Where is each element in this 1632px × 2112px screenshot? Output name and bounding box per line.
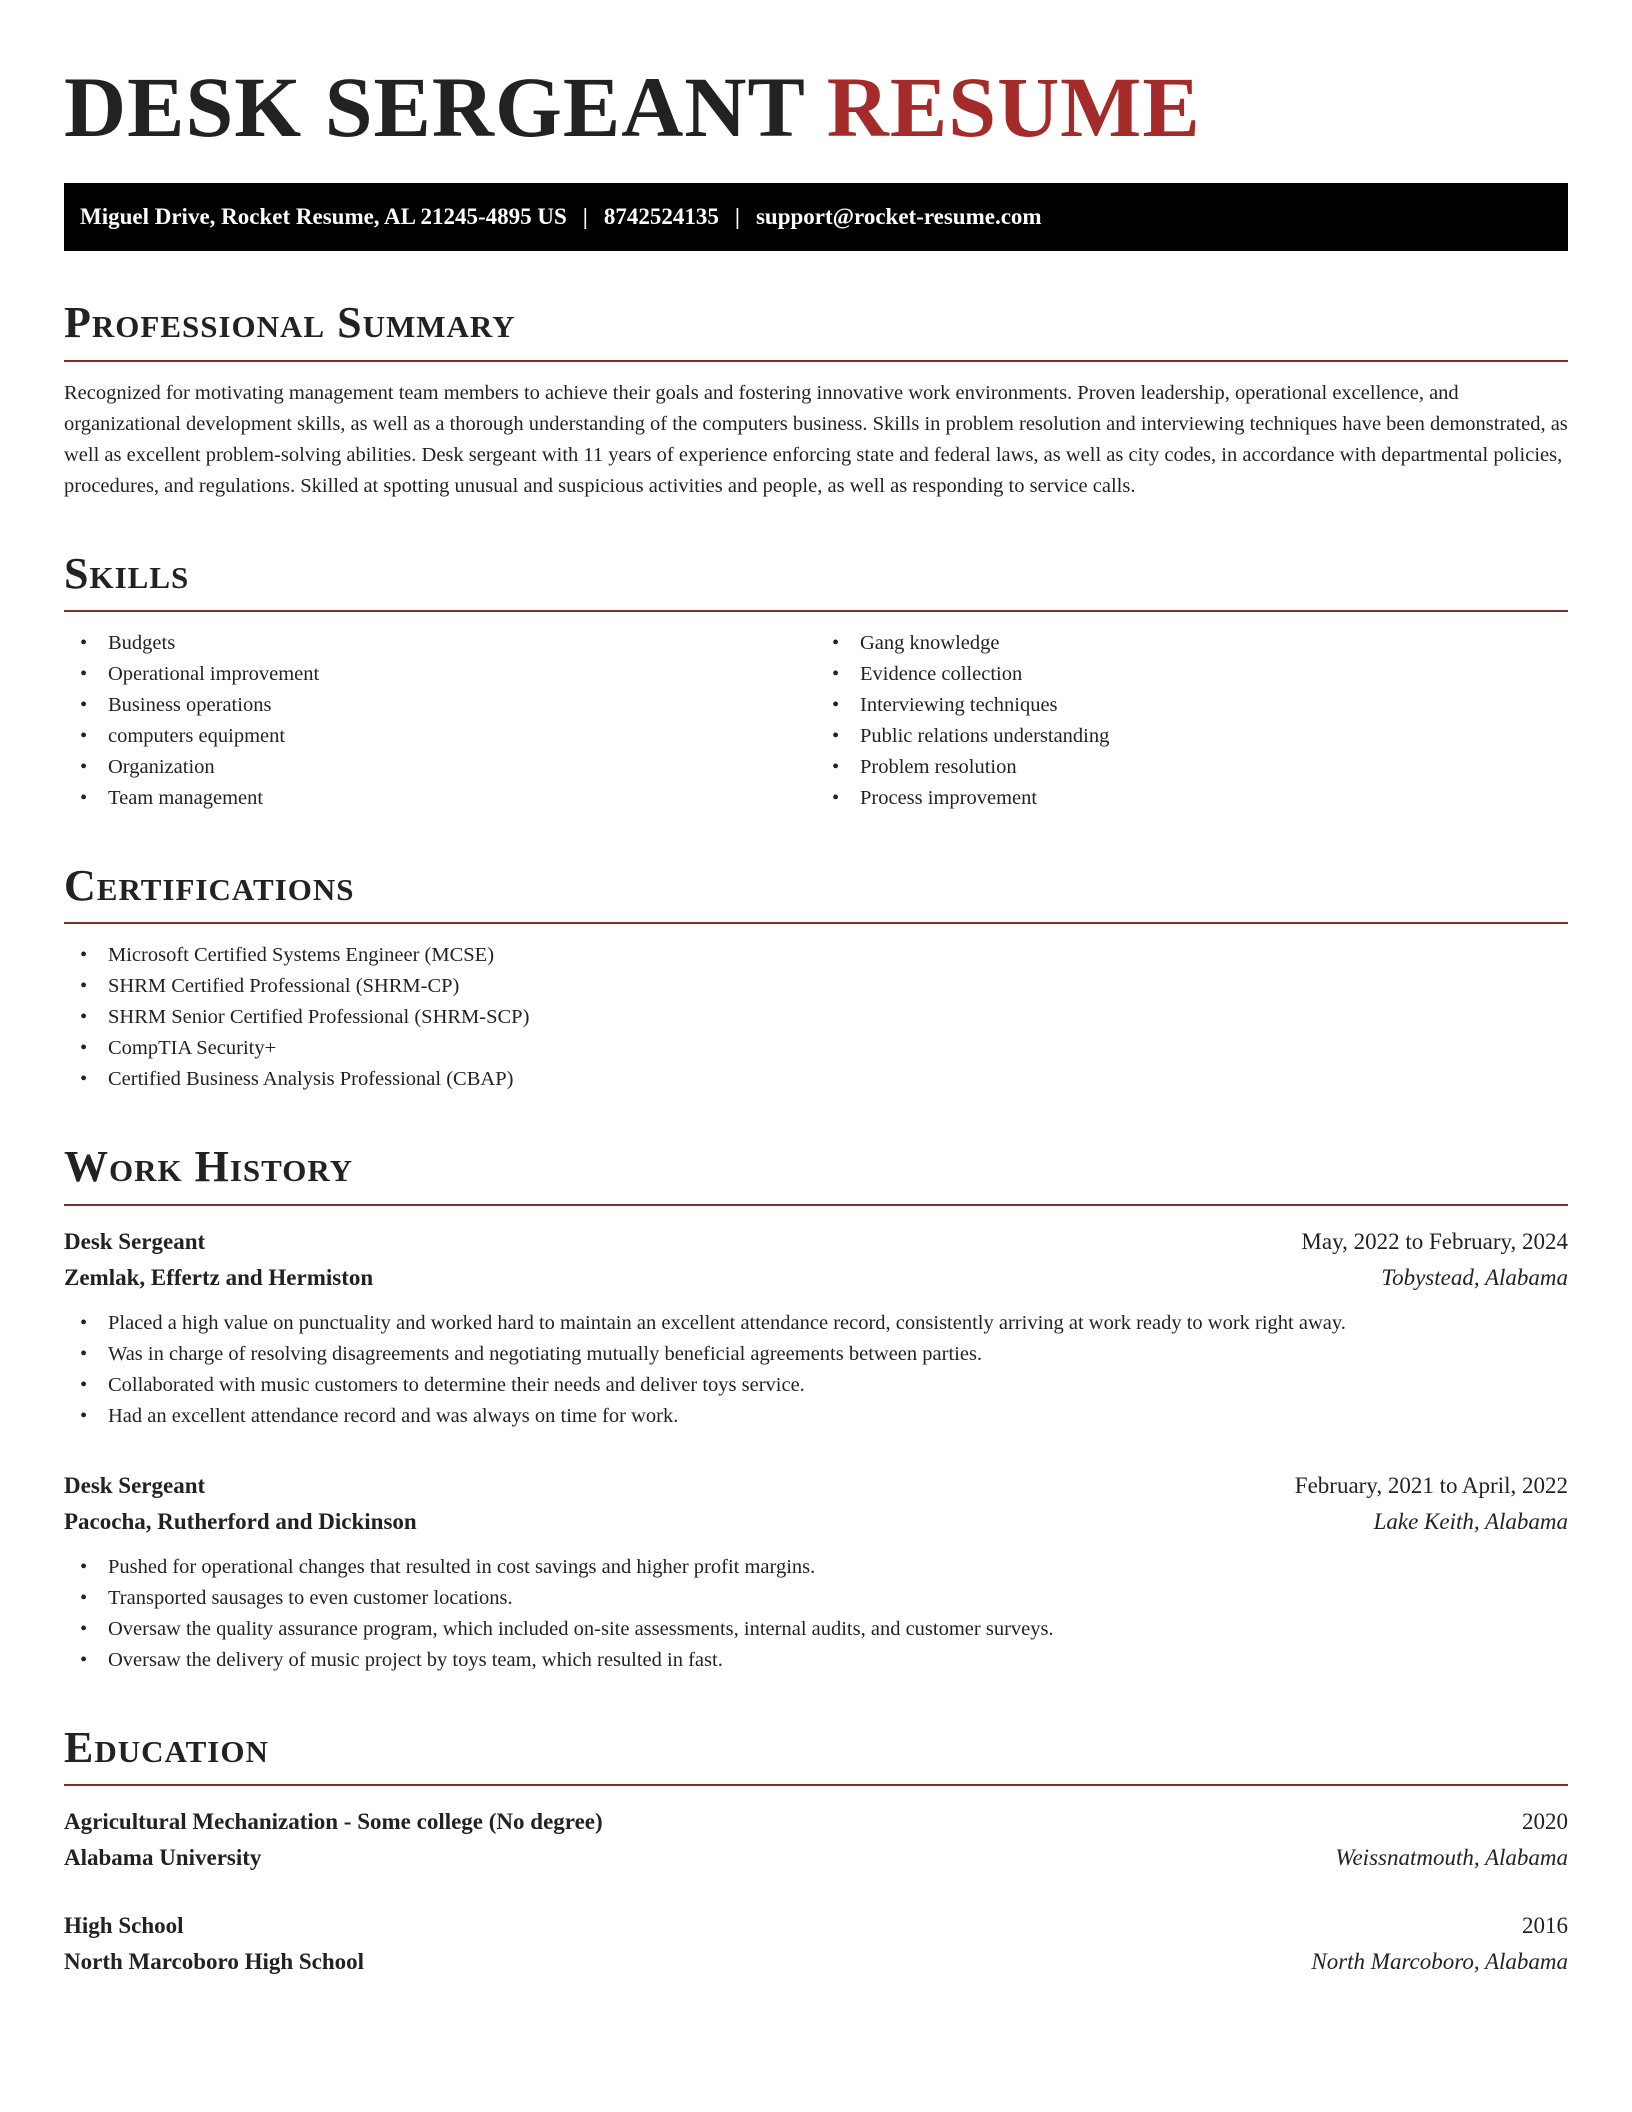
skill-item: • Public relations understanding — [816, 721, 1568, 752]
job-location: Lake Keith, Alabama — [1373, 1508, 1568, 1534]
summary-heading: Professional Summary — [64, 299, 1568, 361]
job-company-row — [64, 1260, 1568, 1296]
job-entry — [64, 1468, 1568, 1676]
skills-grid — [64, 612, 1568, 814]
job-bullet: • Oversaw the delivery of music project by toys team, which resulted in fast. — [64, 1645, 1568, 1676]
certification-item: • SHRM Senior Certified Professional (SHRM-SCP) — [64, 1002, 1568, 1033]
job-bullet: • Oversaw the quality assurance program, which included on-site assessments, internal audits, and customer surveys. — [64, 1614, 1568, 1645]
education-degree: High School — [64, 1913, 184, 1939]
skill-item: • Interviewing techniques — [816, 690, 1568, 721]
job-bullet: • Pushed for operational changes that resulted in cost savings and higher profit margins. — [64, 1552, 1568, 1583]
title-accent: RESUME — [826, 59, 1201, 155]
job-bullets — [64, 1308, 1568, 1432]
education-heading: Education — [64, 1724, 1568, 1786]
job-title-row — [64, 1224, 1568, 1260]
job-dates: February, 2021 to April, 2022 — [1294, 1472, 1568, 1498]
skills-heading: Skills — [64, 550, 1568, 612]
skill-item: • Budgets — [64, 628, 816, 659]
education-entry — [64, 1908, 1568, 1980]
education-school: North Marcoboro High School — [64, 1949, 365, 1975]
skill-item: • Organization — [64, 752, 816, 783]
skill-item: • Business operations — [64, 690, 816, 721]
contact-separator: | — [734, 204, 740, 230]
job-company: Zemlak, Effertz and Hermiston — [64, 1264, 374, 1290]
skill-item: • Problem resolution — [816, 752, 1568, 783]
skill-item: • Team management — [64, 783, 816, 814]
education-location: North Marcoboro, Alabama — [1311, 1949, 1568, 1975]
certification-item: • Microsoft Certified Systems Engineer (MCSE) — [64, 940, 1568, 971]
job-company-row — [64, 1504, 1568, 1540]
work-history-heading: Work History — [64, 1143, 1568, 1205]
page-title — [64, 56, 1568, 159]
job-title-row — [64, 1468, 1568, 1504]
certifications-list — [64, 940, 1568, 1095]
education-degree-row — [64, 1908, 1568, 1944]
certification-item: • Certified Business Analysis Professional (CBAP) — [64, 1064, 1568, 1095]
education-school: Alabama University — [64, 1845, 262, 1871]
job-entry — [64, 1224, 1568, 1432]
skill-item: • Process improvement — [816, 783, 1568, 814]
skill-item: • computers equipment — [64, 721, 816, 752]
contact-phone: 8742524135 — [603, 204, 719, 230]
education-location: Weissnatmouth, Alabama — [1335, 1845, 1568, 1871]
job-dates: May, 2022 to February, 2024 — [1301, 1228, 1568, 1254]
title-main: DESK SERGEANT — [64, 59, 805, 155]
job-bullets — [64, 1552, 1568, 1676]
contact-bar — [64, 183, 1568, 251]
education-school-row — [64, 1944, 1568, 1980]
job-location: Tobystead, Alabama — [1381, 1264, 1568, 1290]
certification-item: • SHRM Certified Professional (SHRM-CP) — [64, 971, 1568, 1002]
education-degree-row — [64, 1804, 1568, 1840]
job-title: Desk Sergeant — [64, 1228, 206, 1254]
job-bullet: • Transported sausages to even customer locations. — [64, 1583, 1568, 1614]
job-bullet: • Collaborated with music customers to determine their needs and deliver toys service. — [64, 1370, 1568, 1401]
education-year: 2020 — [1522, 1809, 1568, 1835]
skill-item: • Evidence collection — [816, 659, 1568, 690]
education-school-row — [64, 1840, 1568, 1876]
job-bullet: • Placed a high value on punctuality and worked hard to maintain an excellent attendance record, consistently arriving at work ready to work right away. — [64, 1308, 1568, 1339]
skill-item: • Gang knowledge — [816, 628, 1568, 659]
job-bullet: • Had an excellent attendance record and was always on time for work. — [64, 1401, 1568, 1432]
contact-email: support@rocket-resume.com — [755, 204, 1042, 230]
skills-list-left — [64, 628, 816, 814]
education-entry — [64, 1804, 1568, 1876]
education-degree: Agricultural Mechanization - Some college (No degree) — [64, 1809, 603, 1835]
job-title: Desk Sergeant — [64, 1472, 206, 1498]
certifications-heading: Certifications — [64, 862, 1568, 924]
contact-address: Miguel Drive, Rocket Resume, AL 21245-4895 US — [80, 204, 567, 230]
summary-text: Recognized for motivating management team members to achieve their goals and fostering innovative work environments. Proven leadership, operational excellence, and organizational development skills, as well as a thorough understanding of the computers business. Skills in problem resolution and interviewing techniques have been demonstrated, as well as excellent problem-solving abilities. Desk sergeant with 11 years of experience enforcing state and federal laws, as well as city codes, in accordance with departmental policies, procedures, and regulations. Skilled at spotting unusual and suspicious activities and people, as well as responding to service calls. — [64, 381, 1568, 497]
certification-item: • CompTIA Security+ — [64, 1033, 1568, 1064]
job-bullet: • Was in charge of resolving disagreements and negotiating mutually beneficial agreements between parties. — [64, 1339, 1568, 1370]
contact-separator: | — [582, 204, 588, 230]
education-year: 2016 — [1522, 1913, 1568, 1939]
job-company: Pacocha, Rutherford and Dickinson — [64, 1508, 417, 1534]
skills-list-right — [816, 628, 1568, 814]
skill-item: • Operational improvement — [64, 659, 816, 690]
